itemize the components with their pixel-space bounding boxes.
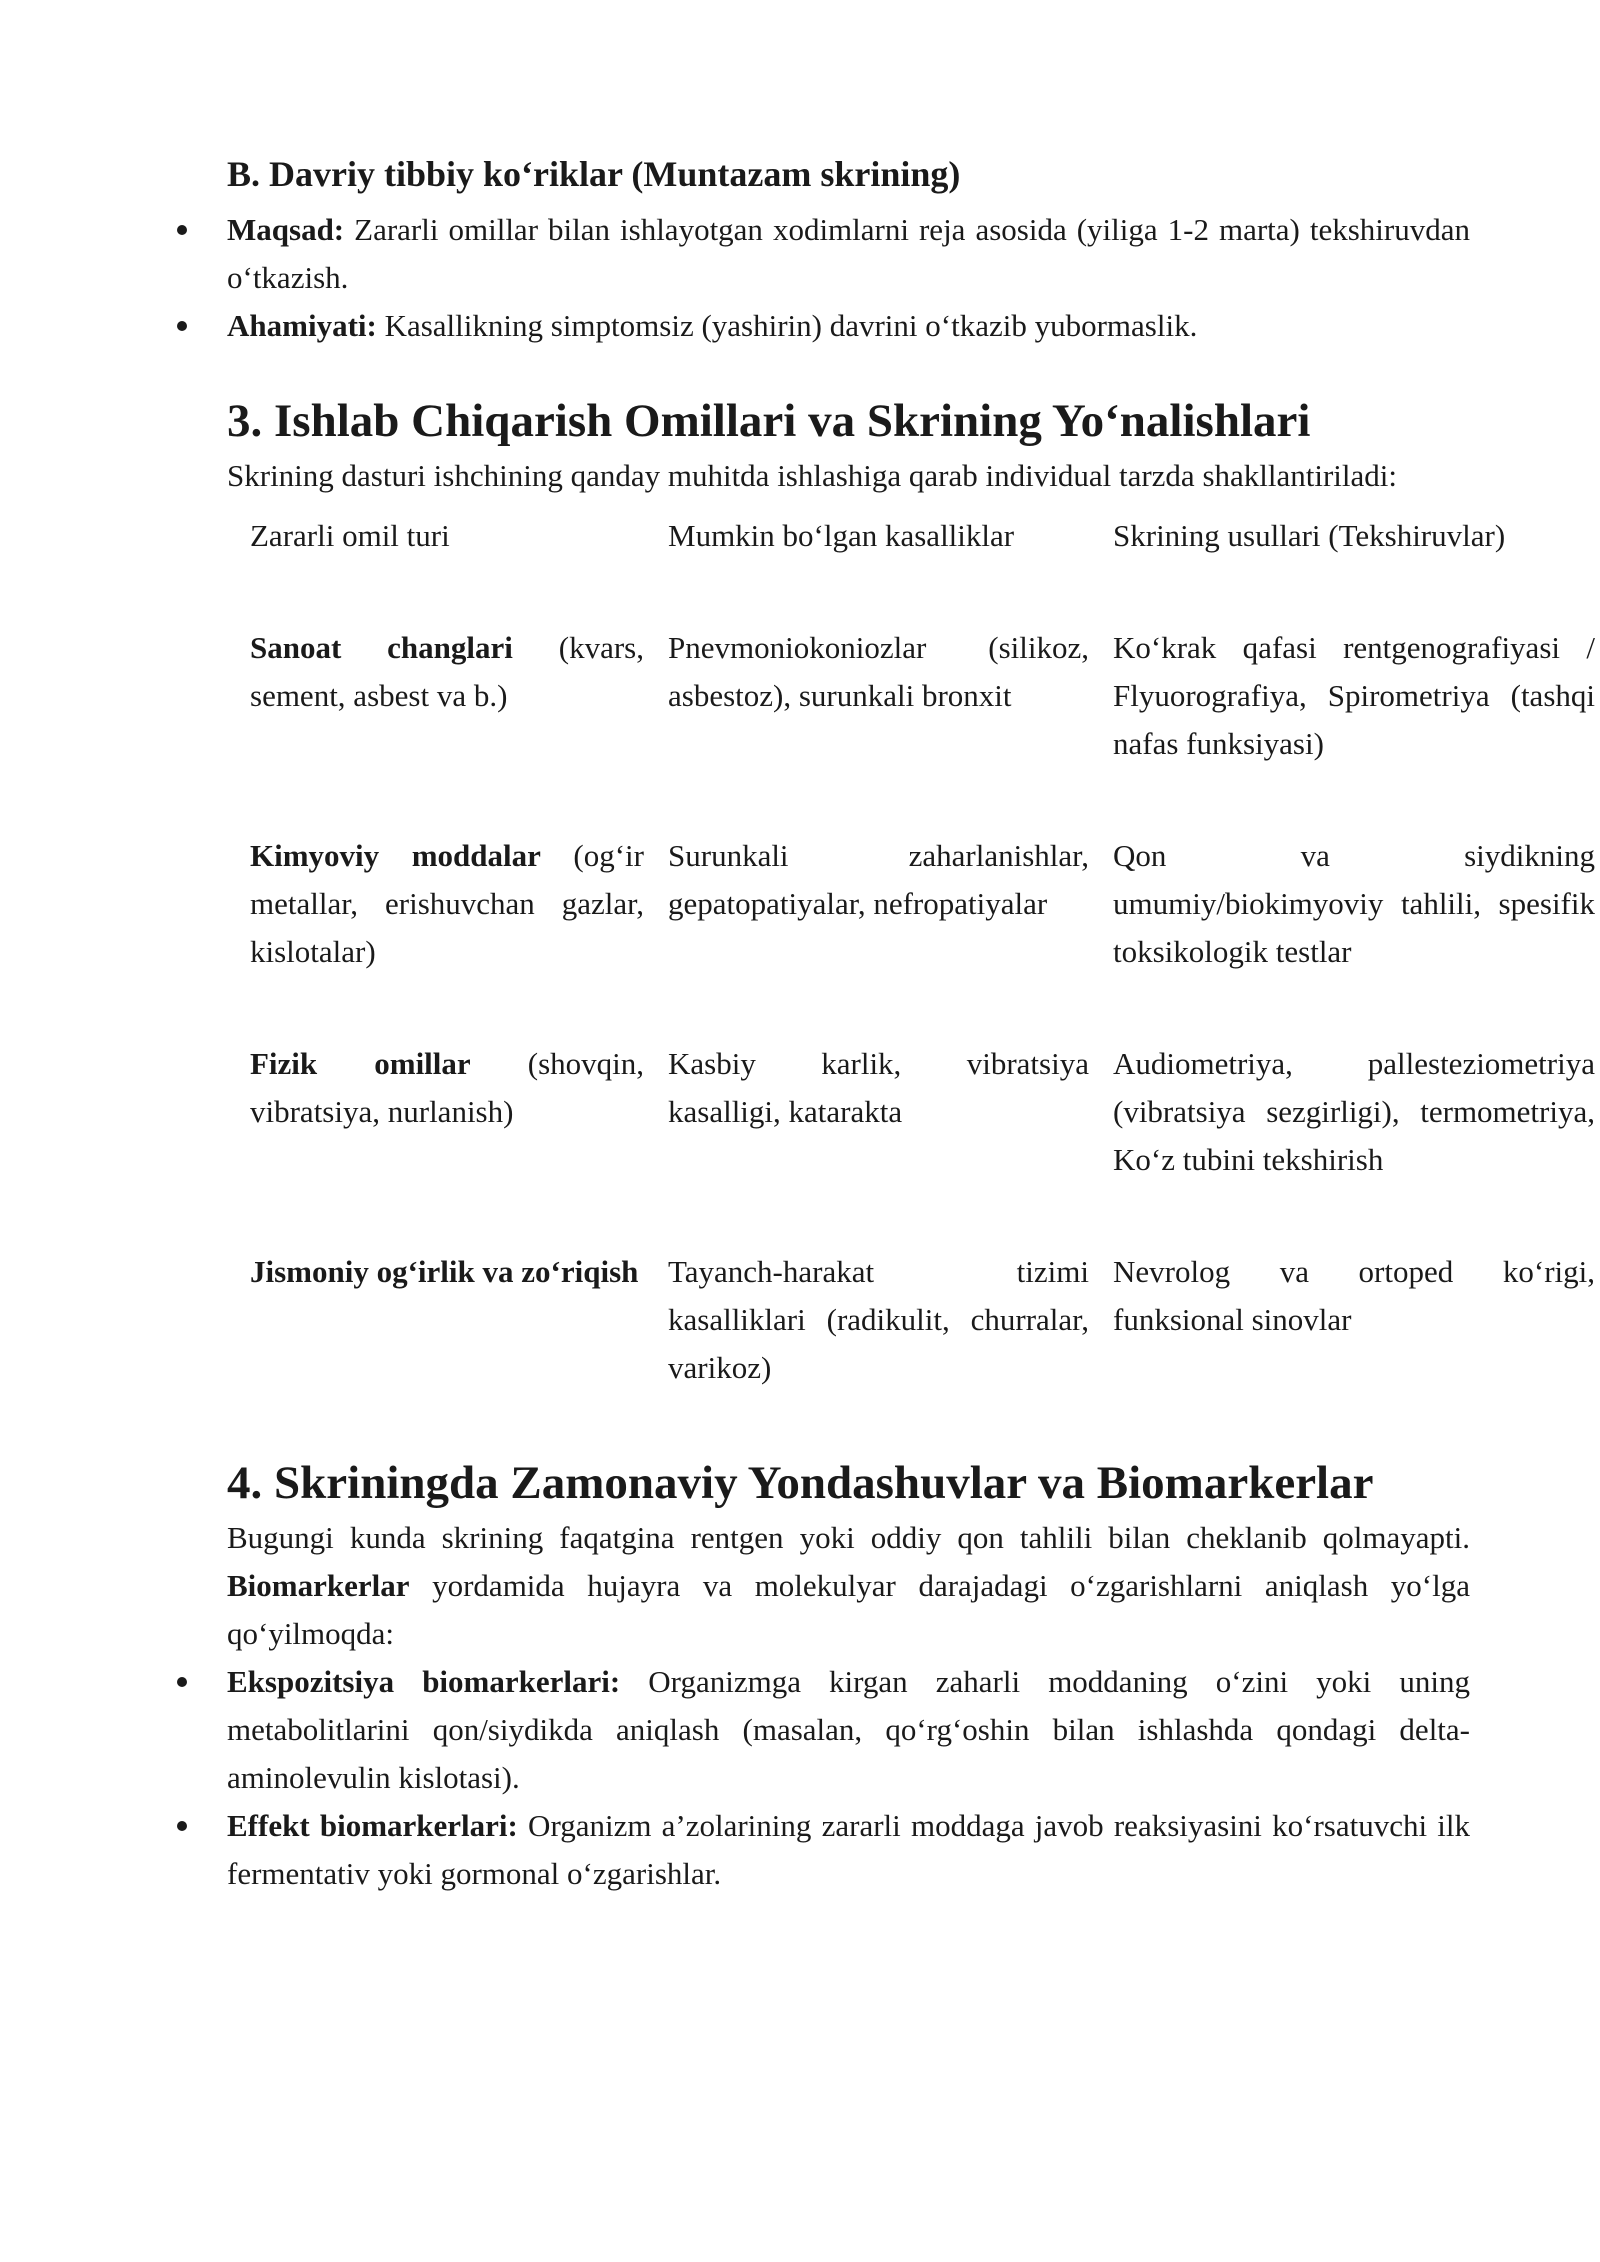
bullet-list-b bbox=[227, 206, 1470, 350]
page-content bbox=[227, 150, 1595, 1898]
methods-cell: Nevrolog va ortoped ko‘rigi, funksional sinovlar bbox=[1113, 1254, 1595, 1337]
factor-name: Kimyoviy moddalar bbox=[250, 838, 541, 873]
methods-cell: Ko‘krak qafasi rentgenografiyasi / Flyuorografiya, Spirometriya (tashqi nafas funksiyasi) bbox=[1113, 630, 1595, 761]
column-header-diseases: Mumkin bo‘lgan kasalliklar bbox=[668, 518, 1015, 553]
diseases-cell: Pnevmoniokoniozlar (silikoz, asbestoz), surunkali bronxit bbox=[668, 630, 1089, 713]
bullet-item-ahamiyati bbox=[227, 302, 1470, 350]
factor-detail: (kvars, sement, asbest va b.) bbox=[250, 630, 644, 713]
intro-text: yordamida hujayra va molekulyar darajadagi o‘zgarishlarni aniqlash yo‘lga qo‘yilmoqda: bbox=[227, 1568, 1470, 1651]
section-heading-3: 3. Ishlab Chiqarish Omillari va Skrining Yo‘nalishlari bbox=[227, 395, 1311, 447]
column-header-methods: Skrining usullari (Tekshiruvlar) bbox=[1113, 518, 1506, 553]
table-row bbox=[250, 1040, 1595, 1248]
bullet-list-4 bbox=[227, 1658, 1470, 1898]
factor-cell bbox=[250, 832, 668, 1040]
factor-detail: (shovqin, vibratsiya, nurlanish) bbox=[250, 1046, 644, 1129]
bullet-text: Zararli omillar bilan ishlayotgan xodimlarni reja asosida (yiliga 1-2 marta) tekshiruvdan o‘tkazish. bbox=[227, 212, 1470, 295]
column-header-factor: Zararli omil turi bbox=[250, 518, 450, 553]
factor-cell bbox=[250, 1040, 668, 1248]
table-header-row bbox=[250, 512, 1595, 624]
bullet-text: Kasallikning simptomsiz (yashirin) davrini o‘tkazib yubormaslik. bbox=[376, 308, 1198, 343]
bullet-icon bbox=[177, 225, 187, 235]
table-row bbox=[250, 624, 1595, 832]
factor-cell bbox=[250, 624, 668, 832]
methods-cell: Audiometriya, pallesteziometriya (vibratsiya sezgirligi), termometriya, Ko‘z tubini tekshirish bbox=[1113, 1046, 1595, 1177]
factor-name: Fizik omillar bbox=[250, 1046, 471, 1081]
bullet-label: Ekspozitsiya biomarkerlari: bbox=[227, 1664, 621, 1699]
bullet-icon bbox=[177, 1821, 187, 1831]
spacer bbox=[227, 1392, 1470, 1452]
diseases-cell: Surunkali zaharlanishlar, gepatopatiyalar, nefropatiyalar bbox=[668, 838, 1089, 921]
factor-cell bbox=[250, 1248, 668, 1392]
bullet-text: Organizmga kirgan zaharli moddaning o‘zini yoki uning metabolitlarini qon/siydikda aniqlash (masalan, qo‘rg‘oshin bilan ishlashda qondagi delta-aminolevulin kislotasi). bbox=[227, 1664, 1470, 1795]
bullet-label: Maqsad: bbox=[227, 212, 345, 247]
spacer bbox=[227, 350, 1470, 390]
table-row bbox=[250, 832, 1595, 1040]
section-heading-4: 4. Skriningda Zamonaviy Yondashuvlar va Biomarkerlar bbox=[227, 1457, 1374, 1509]
intro-bold-term: Biomarkerlar bbox=[227, 1568, 410, 1603]
section-3-intro: Skrining dasturi ishchining qanday muhitda ishlashiga qarab individual tarzda shakllantiriladi: bbox=[227, 458, 1398, 493]
table-row bbox=[250, 1248, 1595, 1392]
bullet-item-effect bbox=[227, 1802, 1470, 1898]
bullet-label: Ahamiyati: bbox=[227, 308, 377, 343]
factor-name: Jismoniy og‘irlik va zo‘riqish bbox=[250, 1254, 639, 1289]
factor-detail: (og‘ir metallar, erishuvchan gazlar, kislotalar) bbox=[250, 838, 644, 969]
methods-cell: Qon va siydikning umumiy/biokimyoviy tahlili, spesifik toksikologik testlar bbox=[1113, 838, 1595, 969]
bullet-item-maqsad bbox=[227, 206, 1470, 302]
bullet-item-exposure bbox=[227, 1658, 1470, 1802]
subsection-heading-b: B. Davriy tibbiy ko‘riklar (Muntazam skrining) bbox=[227, 154, 961, 194]
bullet-text: Organizm a’zolarining zararli moddaga javob reaksiyasini ko‘rsatuvchi ilk fermentativ yoki gormonal o‘zgarishlar. bbox=[227, 1808, 1471, 1891]
diseases-cell: Kasbiy karlik, vibratsiya kasalligi, katarakta bbox=[668, 1046, 1089, 1129]
bullet-icon bbox=[177, 321, 187, 331]
bullet-label: Effekt biomarkerlari: bbox=[227, 1808, 518, 1843]
bullet-icon bbox=[177, 1677, 187, 1687]
intro-text: Bugungi kunda skrining faqatgina rentgen yoki oddiy qon tahlili bilan cheklanib qolmayapti. bbox=[227, 1520, 1470, 1555]
factor-name: Sanoat changlari bbox=[250, 630, 513, 665]
factors-table bbox=[250, 512, 1595, 1392]
diseases-cell: Tayanch-harakat tizimi kasalliklari (radikulit, churralar, varikoz) bbox=[668, 1254, 1089, 1385]
section-4-intro bbox=[227, 1514, 1470, 1658]
